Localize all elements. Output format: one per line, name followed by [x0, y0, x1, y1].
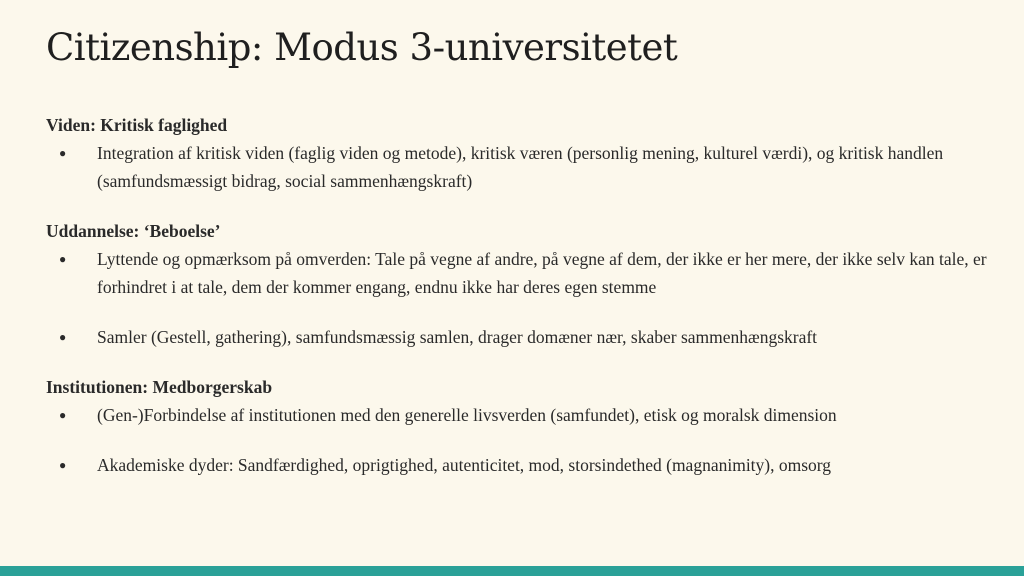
- slide-title: Citizenship: Modus 3-universitetet: [46, 26, 678, 69]
- section-uddannelse: [46, 217, 1006, 351]
- bullet-icon: ●: [59, 330, 67, 344]
- slide-content: [46, 111, 1006, 501]
- bullet-text: Akademiske dyder: Sandfærdighed, oprigtighed, autenticitet, mod, storsindethed (magnanimity), omsorg: [97, 455, 832, 475]
- bullet-item: [46, 139, 1006, 195]
- bullet-item: [46, 401, 1006, 429]
- bullet-text: (Gen-)Forbindelse af institutionen med den generelle livsverden (samfundet), etisk og moralsk dimension: [97, 405, 837, 425]
- bullet-icon: ●: [59, 458, 67, 472]
- bullet-text: Lyttende og opmærksom på omverden: Tale på vegne af andre, på vegne af dem, der ikke er her mere, der ikke selv kan tale, er forhindret i at tale, dem der kommer engang, endnu ikke har deres egen stemme: [97, 249, 987, 297]
- bullet-list: [46, 245, 1006, 351]
- bullet-icon: ●: [59, 146, 67, 160]
- bullet-list: [46, 401, 1006, 479]
- section-heading: Institutionen: Medborgerskab: [46, 377, 273, 397]
- section-heading: Uddannelse: ‘Beboelse’: [46, 221, 221, 241]
- section-heading: Viden: Kritisk faglighed: [46, 115, 228, 135]
- bullet-item: [46, 245, 1006, 301]
- bottom-accent-bar: [0, 566, 1024, 576]
- bullet-item: [46, 323, 1006, 351]
- bullet-item: [46, 451, 1006, 479]
- bullet-icon: ●: [59, 408, 67, 422]
- bullet-text: Integration af kritisk viden (faglig viden og metode), kritisk væren (personlig mening, kulturel værdi), og kritisk handlen (samfundsmæssigt bidrag, social sammenhængskraft): [97, 143, 944, 191]
- section-institutionen: [46, 373, 1006, 479]
- section-viden: [46, 111, 1006, 195]
- bullet-icon: ●: [59, 252, 67, 266]
- bullet-list: [46, 139, 1006, 195]
- bullet-text: Samler (Gestell, gathering), samfundsmæssig samlen, drager domæner nær, skaber sammenhængskraft: [97, 327, 818, 347]
